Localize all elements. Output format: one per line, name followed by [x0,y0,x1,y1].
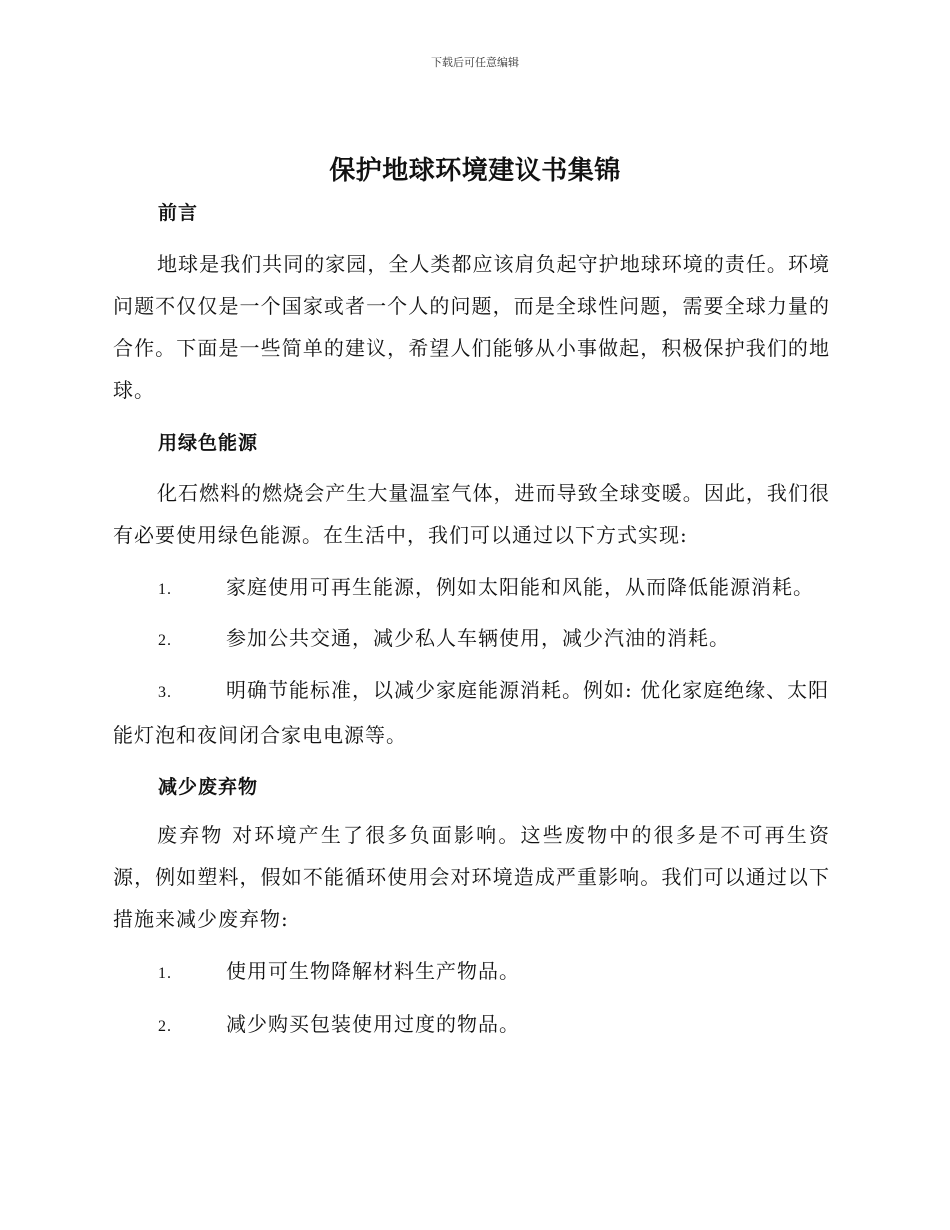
section-paragraph-green-energy: 化石燃料的燃烧会产生大量温室气体，进而导致全球变暖。因此，我们很有必要使用绿色能源。在生活中，我们可以通过以下方式实现: [113,481,830,547]
list-item-text: 参加公共交通，减少私人车辆使用，减少汽油的消耗。 [226,626,730,650]
list-item [113,566,830,611]
section-heading-reduce-waste: 减少废弃物 [158,776,259,798]
list-item-text: 使用可生物降解材料生产物品。 [226,959,520,983]
list-item [113,950,830,995]
list-item-number: 2. [158,632,172,649]
header-note: 下载后可任意编辑 [431,56,519,69]
section-paragraph-preface: 地球是我们共同的家园，全人类都应该肩负起守护地球环境的责任。环境问题不仅仅是一个国家或者一个人的问题，而是全球性问题，需要全球力量的合作。下面是一些简单的建议，希望人们能够从小事做起，积极保护我们的地球。 [113,252,830,402]
section-paragraph-reduce-waste: 废弃物 对环境产生了很多负面影响。这些废物中的很多是不可再生资源，例如塑料，假如不能循环使用会对环境造成严重影响。我们可以通过以下措施来减少废弃物: [113,823,830,931]
list-item-number: 3. [158,684,172,701]
list-item-number: 1. [158,581,172,598]
list-item-number: 1. [158,965,172,982]
list-item-text: 家庭使用可再生能源，例如太阳能和风能，从而降低能源消耗。 [226,575,814,599]
section-heading-green-energy: 用绿色能源 [158,432,259,454]
list-item-number: 2. [158,1018,172,1035]
section-heading-preface: 前言 [158,202,199,224]
list-item [113,617,830,662]
list-item-text: 明确节能标准，以减少家庭能源消耗。例如: 优化家庭绝缘、太阳能灯泡和夜间闭合家电电源等。 [113,678,830,747]
list-item [113,1003,830,1048]
document-title: 保护地球环境建议书集锦 [329,156,621,186]
list-item [113,669,830,756]
list-item-text: 减少购买包装使用过度的物品。 [226,1012,520,1036]
